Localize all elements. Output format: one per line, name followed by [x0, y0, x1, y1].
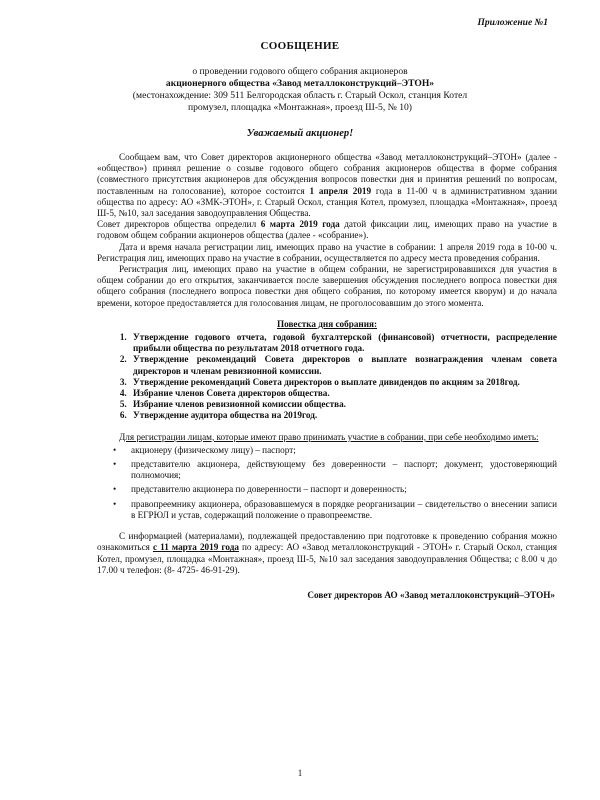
materials-date: с 11 марта 2019 года: [152, 542, 239, 553]
materials-text-tail: по адресу: АО «Завод металлоконструкций - ЭТОН» г. Старый Оскол, станция Котел, промузел, площадка «Монтажная», проезд Ш-5, №10 зал заседания заводоуправления Общества; с 8.00 ч до 17.00 ч телефон: (8- 4725- 46-91-29).: [97, 542, 557, 575]
subhead-line-1: о проведении годового общего собрания акционеров: [192, 66, 408, 77]
agenda-title: Повестка дня собрания:: [276, 318, 378, 329]
paragraph-convocation: [97, 152, 557, 219]
subhead-line-3: (местонахождение: 309 511 Белгородская область г. Старый Оскол, станция Котел: [132, 90, 468, 101]
document-requirement: • акционеру (физическому лицу) – паспорт;: [127, 445, 557, 456]
agenda-item: 2. Утверждение рекомендаций Совета директоров о выплате вознаграждения членам совета директоров и членам ревизионной комиссии.: [129, 354, 557, 376]
materials-text: С информацией (материалами), подлежащей предоставлению при подготовке к проведению собрания можно ознакомиться: [97, 531, 557, 553]
meeting-date: 1 апреля 2019: [309, 185, 372, 196]
agenda-list: [97, 332, 557, 422]
greeting: Уважаемый акционер!: [246, 128, 354, 139]
record-date-text: Совет директоров общества определил: [97, 219, 261, 230]
paragraph-record-date: [97, 219, 557, 241]
agenda-item: 5. Избрание членов ревизионной комиссии общества.: [129, 399, 557, 410]
document-title: СООБЩЕНИЕ: [260, 40, 340, 52]
paragraph-registration-end: Регистрация лиц, имеющих право на участие в общем собрании, не зарегистрировавшихся для участия в общем собрании до его открытия, заканчивается после завершения обсуждения последнего вопроса повестки дня общего собрания (последнего вопроса повестки дня общего собрания, по которому имеется кворум) и до начала времени, которое предоставляется для голосования лицам, не проголосовавшим до этого момента.: [97, 264, 557, 308]
agenda-item: 3. Утверждение рекомендаций Совета директоров о выплате дивидендов по акциям за 2018год.: [129, 377, 557, 388]
document-body: [97, 152, 557, 601]
agenda-item: 4. Избрание членов Совета директоров общества.: [129, 388, 557, 399]
document-subheading: [60, 66, 540, 114]
agenda-item: 6. Утверждение аудитора общества на 2019год.: [129, 410, 557, 421]
documents-list: [97, 445, 557, 521]
page-number: 1: [297, 768, 303, 778]
paragraph-registration-start: Дата и время начала регистрации лиц, имеющих право на участие в собрании: 1 апреля 2019 года в 10-00 ч. Регистрация лиц, имеющих право на участие в собрании, осуществляется по адресу места проведения собрания.: [97, 241, 557, 263]
appendix-label: Приложение №1: [477, 18, 548, 28]
document-requirement: • представителю акционера по доверенности – паспорт и доверенность;: [127, 484, 557, 495]
record-date-text-tail: датой фиксации лиц, имеющих право на участие в годовом общем собрании акционеров общества (далее - «собрание»).: [97, 219, 557, 241]
convocation-text-tail: года в 11-00 ч в административном здании общества по адресу: АО «ЗМК-ЭТОН», г. Старый Оскол, станция Котел, промузел, площадка «Монтажная», проезд Ш-5, №10, зал заседания заводоуправления Общества.: [97, 185, 557, 219]
convocation-text: Сообщаем вам, что Совет директоров акционерного общества «Завод металлоконструкций–ЭТОН» (далее - «общество») принял решение о созыве годового общего собрания акционеров общества в форме собрания (совместного присутствия акционеров для обсуждения вопросов повестки дня и принятия решений по вопросам, поставленным на голосование), которое состоится: [97, 152, 557, 196]
subhead-line-2: акционерного общества «Завод металлоконструкций–ЭТОН»: [165, 78, 435, 89]
documents-intro: Для регистрации лицам, которые имеют право принимать участие в собрании, при себе необходимо иметь:: [119, 431, 539, 442]
paragraph-materials: [97, 531, 557, 576]
record-date: 6 марта 2019 года: [260, 219, 340, 230]
signature: Совет директоров АО «Завод металлоконструкций–ЭТОН»: [307, 589, 555, 600]
subhead-line-4: промузел, площадка «Монтажная», проезд Ш-5, № 10): [187, 102, 412, 113]
document-requirement: • представителю акционера, действующему без доверенности – паспорт; документ, удостоверяющий полномочия;: [127, 459, 557, 481]
document-requirement: • правопреемнику акционера, образовавшемуся в порядке реорганизации – свидетельство о внесении записи в ЕГРЮЛ и устав, содержащий положение о правопреемстве.: [127, 499, 557, 521]
agenda-item: 1. Утверждение годового отчета, годовой бухгалтерской (финансовой) отчетности, распределение прибыли общества по результатам 2018 отчетного года.: [129, 332, 557, 354]
